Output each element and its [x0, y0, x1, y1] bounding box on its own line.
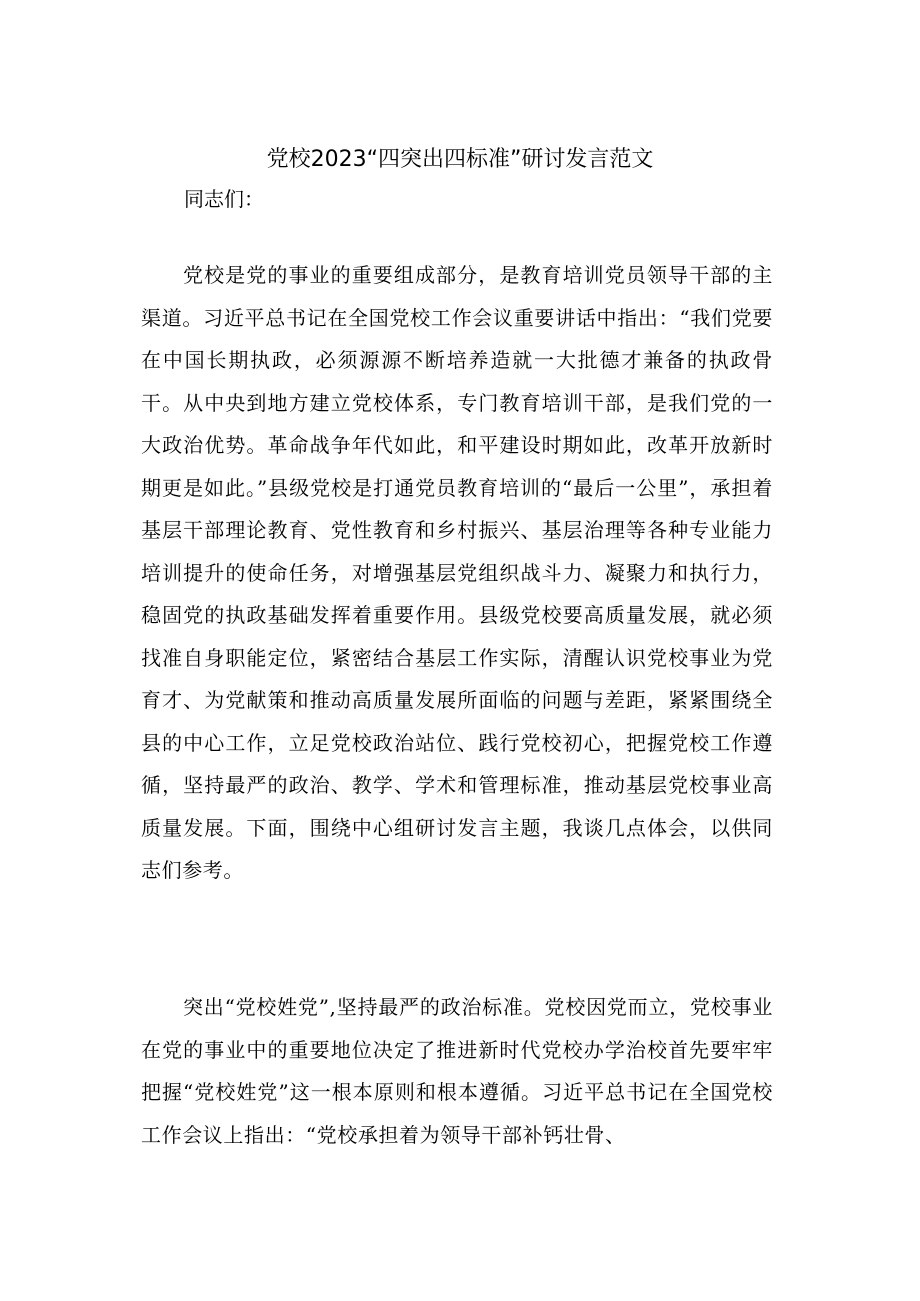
document-title: 党校2023“四突出四标准”研讨发言范文 — [266, 147, 654, 172]
paragraph-intro: 党校是党的事业的重要组成部分，是教育培训党员领导干部的主渠道。习近平总书记在全国党校工作会议重要讲话中指出：“我们党要在中国长期执政，必须源源不断培养造就一大批德才兼备的执政骨干。从中央到地方建立党校体系，专门教育培训干部，是我们党的一大政治优势。革命战争年代如此，和平建设时期如此，改革开放新时期更是如此。”县级党校是打通党员教育培训的“最后一公里”，承担着基层干部理论教育、党性教育和乡村振兴、基层治理等各种专业能力培训提升的使命任务，对增强基层党组织战斗力、凝聚力和执行力，稳固党的执政基础发挥着重要作用。县级党校要高质量发展，就必须找准自身职能定位，紧密结合基层工作实际，清醒认识党校事业为党育才、为党献策和推动高质量发展所面临的问题与差距，紧紧围绕全县的中心工作，立足党校政治站位、践行党校初心，把握党校工作遵循，坚持最严的政治、教学、学术和管理标准，推动基层党校事业高质量发展。下面，围绕中心组研讨发言主题，我谈几点体会，以供同志们参考。 — [141, 263, 773, 882]
paragraph-political-standard: 突出“党校姓党”,坚持最严的政治标准。党校因党而立，党校事业在党的事业中的重要地位决定了推进新时代党校办学治校首先要牢牢把握“党校姓党”这一根本原则和根本遵循。习近平总书记在全国党校工作会议上指出：“党校承担着为领导干部补钙壮骨、 — [141, 995, 773, 1147]
greeting-text: 同志们： — [184, 187, 264, 211]
